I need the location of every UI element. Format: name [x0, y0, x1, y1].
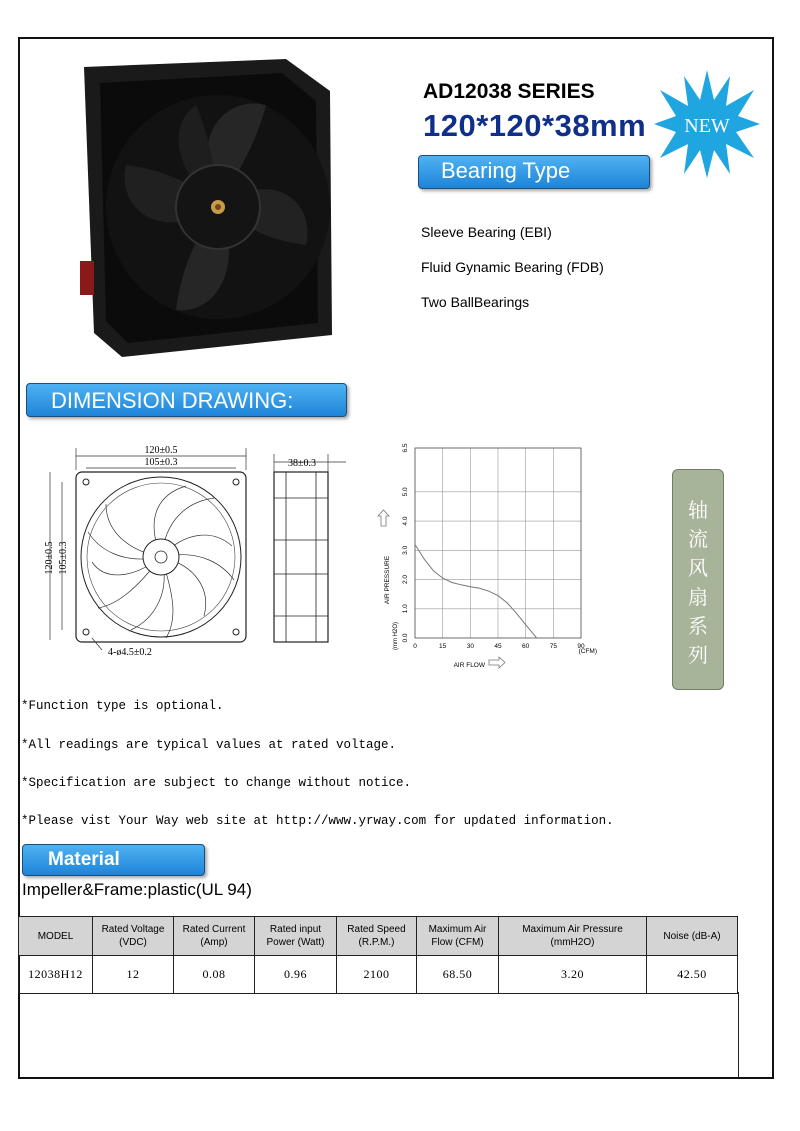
y-tick-label: 6.5	[402, 443, 409, 453]
cell-speed: 2100	[337, 956, 417, 994]
header-max-air-pressure: Maximum Air Pressure (mmH2O)	[499, 917, 647, 956]
x-axis-unit: (CFM)	[578, 648, 597, 655]
side-view-drawing	[260, 450, 360, 650]
bearing-type-heading: Bearing Type	[418, 155, 650, 189]
note-website: *Please vist Your Way web site at http://www.yrway.com for updated information.	[21, 814, 614, 828]
series-side-label	[672, 469, 724, 690]
header-rated-power: Rated input Power (Watt)	[255, 917, 337, 956]
dim-inner-width: 105±0.3	[144, 457, 178, 468]
table-blank-area	[18, 992, 739, 1078]
x-tick-label: 75	[549, 643, 557, 650]
side-char: 轴	[688, 498, 708, 522]
cell-power: 0.96	[255, 956, 337, 994]
side-char: 扇	[688, 585, 708, 609]
bearing-item: Two BallBearings	[421, 294, 530, 310]
note-function: *Function type is optional.	[21, 699, 224, 713]
cell-voltage: 12	[93, 956, 174, 994]
pq-curve-line	[415, 545, 537, 639]
front-view-drawing	[36, 440, 262, 660]
header-rated-current: Rated Current (Amp)	[174, 917, 255, 956]
cell-air-flow: 68.50	[417, 956, 499, 994]
y-tick-label: 1.0	[402, 604, 409, 614]
table-row	[19, 956, 738, 994]
series-title: AD12038 SERIES	[423, 80, 595, 103]
x-tick-label: 90	[577, 643, 585, 650]
side-char: 风	[688, 556, 708, 580]
y-tick-label: 2.0	[402, 575, 409, 585]
airflow-arrow-icon	[489, 657, 505, 668]
note-specification: *Specification are subject to change without notice.	[21, 776, 412, 790]
y-axis-label: AIR PRESSURE	[384, 555, 391, 605]
table-header-row	[19, 917, 738, 956]
dim-outer-height: 120±0.5	[44, 541, 55, 575]
cell-noise: 42.50	[647, 956, 738, 994]
note-readings: *All readings are typical values at rated voltage.	[21, 738, 397, 752]
x-tick-label: 30	[466, 643, 474, 650]
side-char: 流	[688, 527, 708, 551]
fan-size: 120*120*38mm	[423, 108, 647, 143]
y-tick-label: 3.0	[402, 545, 409, 555]
y-tick-label: 0.0	[402, 633, 409, 643]
bearing-item: Fluid Gynamic Bearing (FDB)	[421, 259, 604, 275]
dim-holes: 4-ø4.5±0.2	[108, 647, 152, 658]
new-badge-label: NEW	[684, 115, 730, 137]
dim-inner-height: 105±0.3	[58, 541, 69, 575]
header-noise: Noise (dB-A)	[647, 917, 738, 956]
dim-outer-width: 120±0.5	[144, 445, 178, 456]
x-tick-label: 60	[522, 643, 530, 650]
bearing-item: Sleeve Bearing (EBI)	[421, 224, 552, 240]
y-axis-unit: (mm H2O)	[393, 622, 399, 650]
material-text: Impeller&Frame:plastic(UL 94)	[22, 880, 252, 899]
dim-depth: 38±0.3	[288, 458, 316, 469]
dimension-drawing-heading: DIMENSION DRAWING:	[26, 383, 347, 417]
new-badge-icon	[654, 70, 760, 178]
spec-table	[18, 916, 738, 994]
header-rated-voltage: Rated Voltage (VDC)	[93, 917, 174, 956]
fan-photo	[76, 55, 338, 361]
pq-curve-chart	[375, 440, 615, 672]
header-rated-speed: Rated Speed (R.P.M.)	[337, 917, 417, 956]
cell-air-pressure: 3.20	[499, 956, 647, 994]
x-tick-label: 0	[413, 643, 417, 650]
side-char: 列	[688, 643, 708, 667]
header-max-air-flow: Maximum Air Flow (CFM)	[417, 917, 499, 956]
cell-model: 12038H12	[19, 956, 93, 994]
y-tick-label: 5.0	[402, 487, 409, 497]
pressure-arrow-icon	[378, 510, 389, 526]
material-heading: Material	[22, 844, 205, 876]
header-model: MODEL	[19, 917, 93, 956]
side-char: 系	[688, 614, 708, 638]
x-axis-label: AIR FLOW	[453, 662, 485, 669]
y-tick-label: 4.0	[402, 516, 409, 526]
cell-current: 0.08	[174, 956, 255, 994]
x-tick-label: 45	[494, 643, 502, 650]
x-tick-label: 15	[439, 643, 447, 650]
